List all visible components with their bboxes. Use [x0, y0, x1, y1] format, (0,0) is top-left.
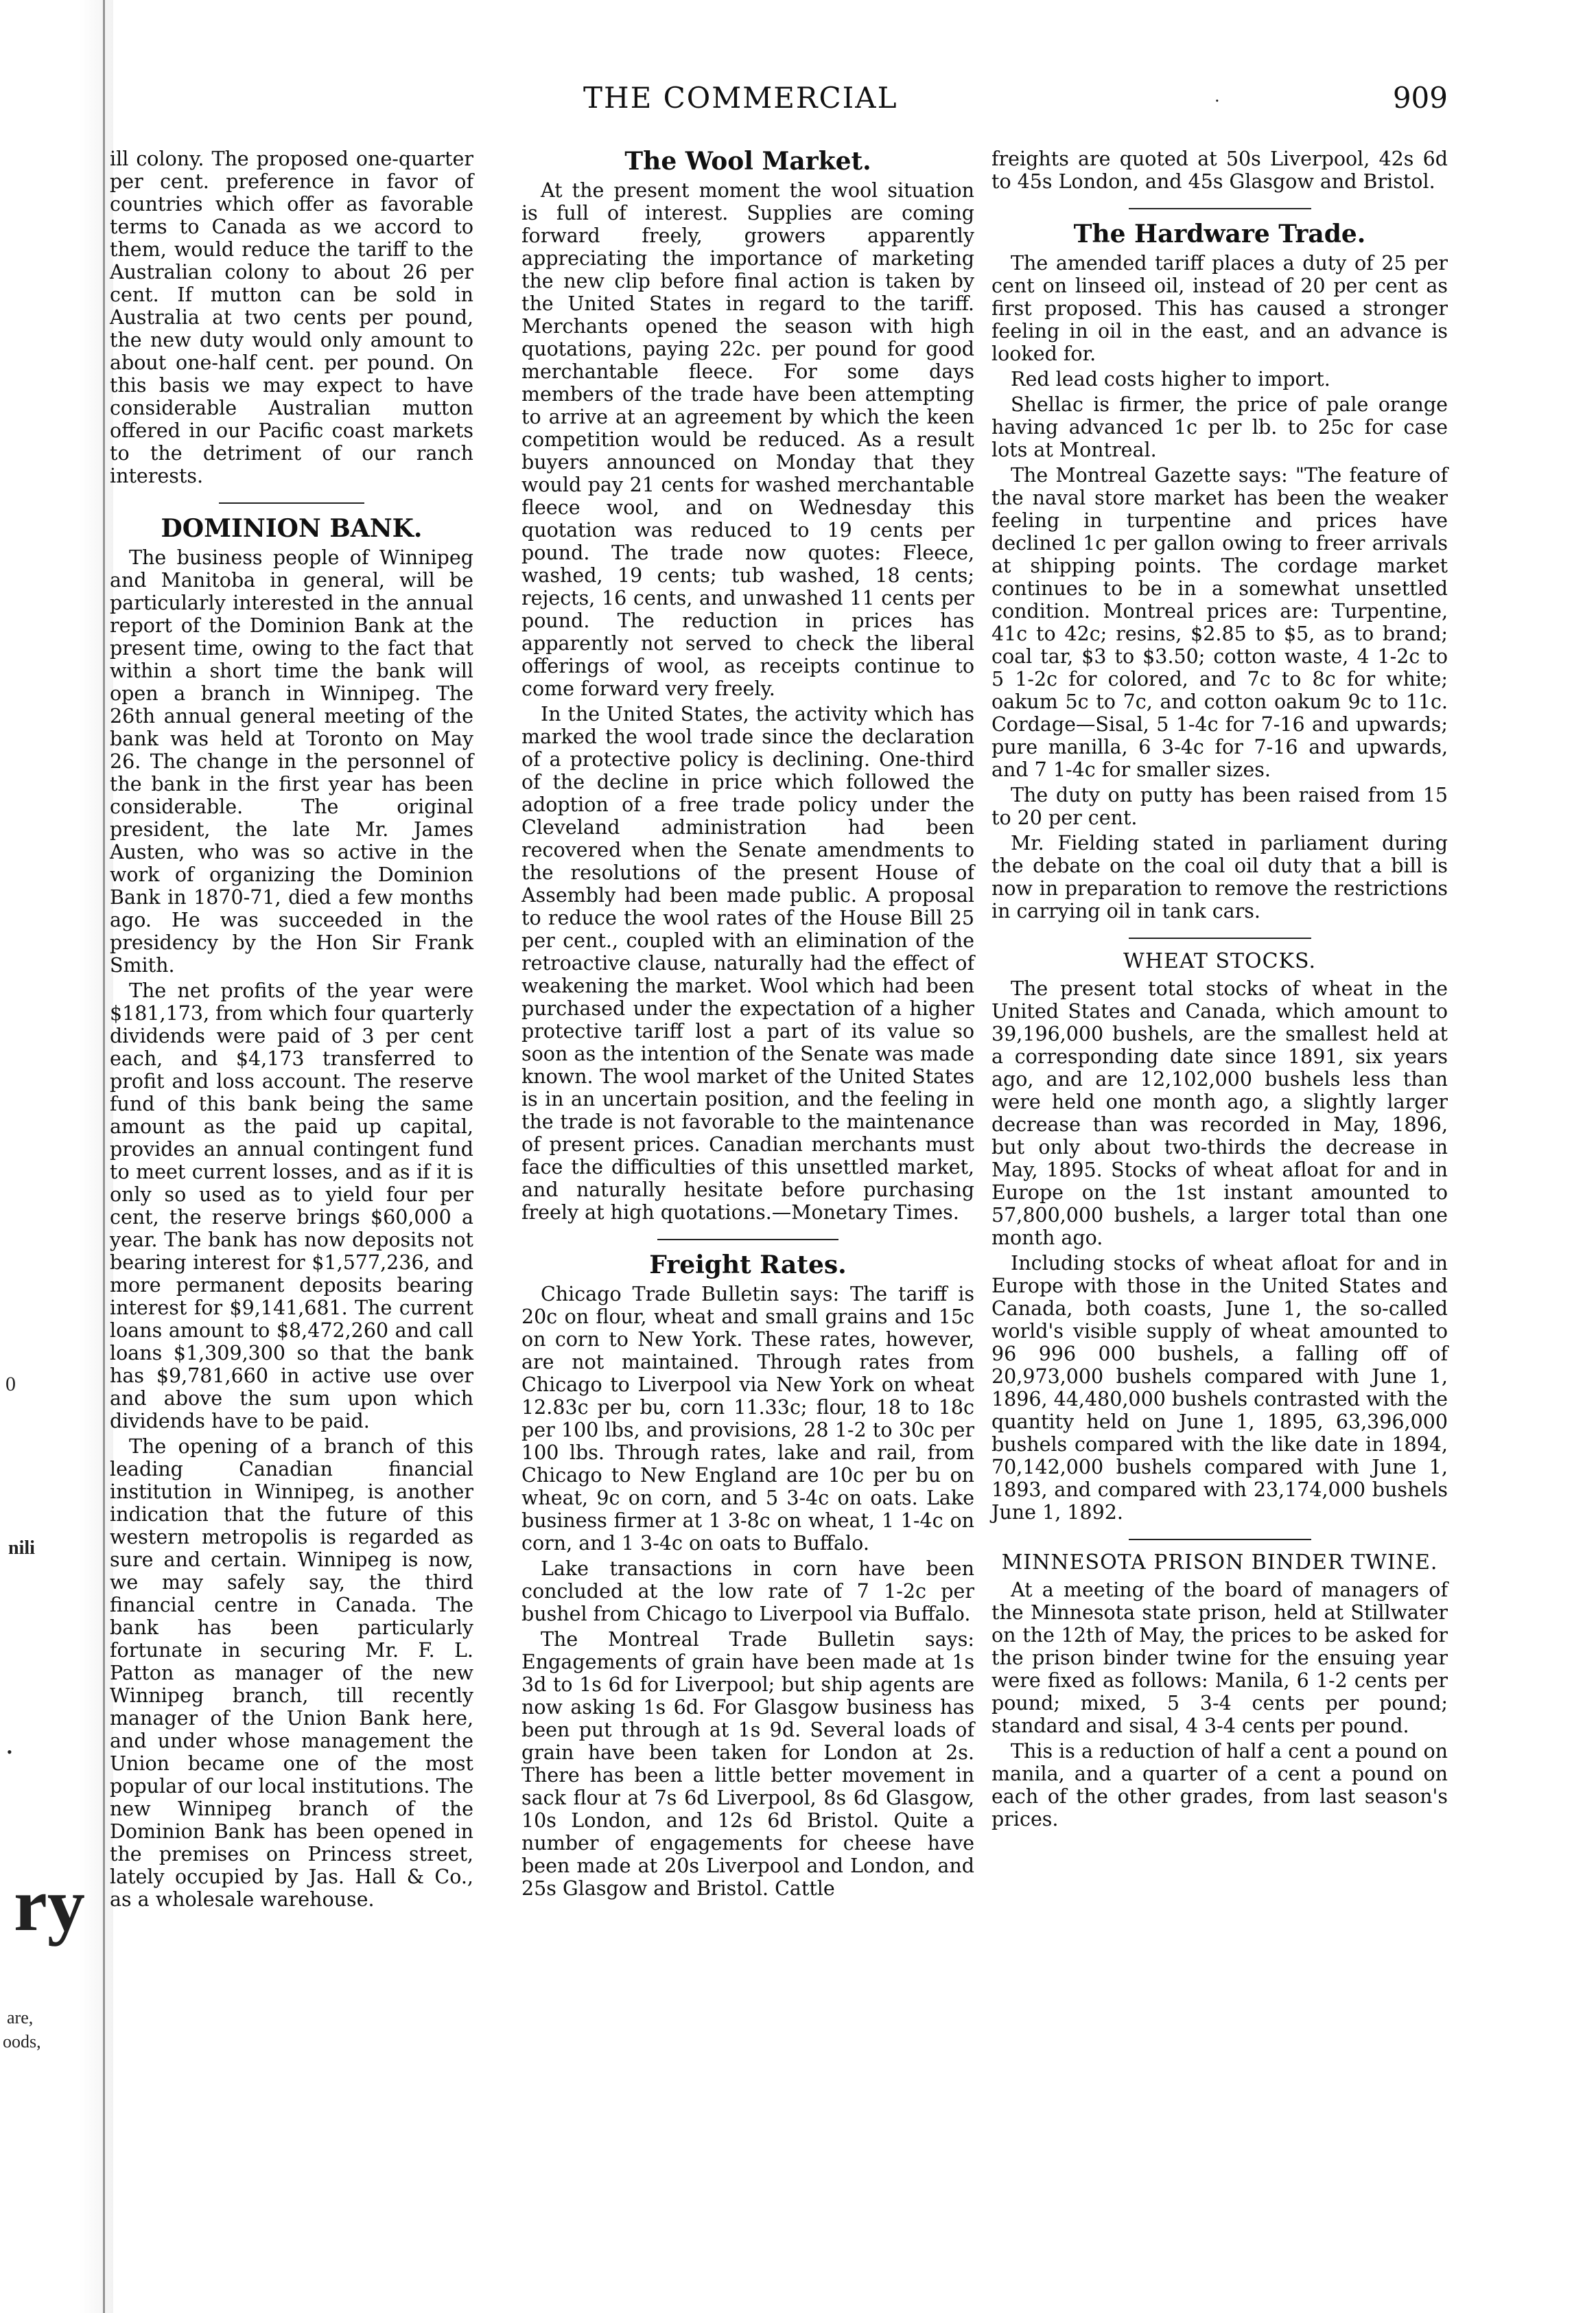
section-rule — [1129, 1539, 1311, 1540]
paragraph-chicago-bulletin: Chicago Trade Bulletin says: The tariff is 20c on flour, wheat and small grains and 15c on corn to New York. These rates, however, are not maintained. Through rates from Chicago to Liverpool via New York on wheat 12.83c per bu, corn 11.33c; flour, 18 to 18c per 100 lbs, and provisions, 28 1-2 to 30c per 100 lbs. Through rates, lake and rail, from Chicago to New England are 10c per bu on wheat, 9c on corn, and 5 3-4c on oats. Lake business firmer at 1 3-8c on wheat, 1 1-4c on corn, and 1 3-4c on oats to Buffalo. — [521, 1283, 974, 1555]
paragraph-dominion-bank-profits: The net profits of the year were $181,173, from which four quarterly dividends were paid of 3 per cent each, and $4,173 transferred to profit and loss account. The reserve fund of this bank being the same amount as the paid up capital, provides an annual contingent fund to meet current losses, and as if it is only so used as to yield four per cent, the reserve brings $60,000 a year. The bank has now deposits not bearing interest for $1,577,236, and more permanent deposits bearing interest for $9,141,681. The current loans amount to $8,472,260 and call loans $1,309,300 so that the bank has $9,781,660 in active use over and above the sum upon which dividends have to be paid. — [110, 979, 473, 1432]
section-rule — [1129, 208, 1311, 209]
heading-dominion-bank: DOMINION BANK. — [161, 514, 423, 543]
paragraph-shellac: Shellac is firmer, the price of pale orange having advanced 1c per lb. to 25c for case lots at Montreal. — [991, 393, 1448, 461]
paragraph-twine-reduction: This is a reduction of half a cent a pound on manila, and a quarter of a cent a pound on each of the other grades, from last season's prices. — [991, 1740, 1448, 1830]
page-number: 909 — [1392, 81, 1448, 115]
section-rule — [219, 502, 364, 504]
paragraph-linseed-oil: The amended tariff places a duty of 25 per cent on linseed oil, instead of 20 per cent as first proposed. This has caused a stronger feeling in oil in the east, and an advance is looked for. — [991, 252, 1448, 365]
heading-freight-rates: Freight Rates. — [649, 1251, 847, 1279]
gutter-fragment-1: 0 — [5, 1373, 16, 1395]
column-2 — [521, 148, 974, 1903]
paragraph-dominion-bank-intro: The business people of Winnipeg and Manitoba in general, will be particularly interested in the annual report of the Dominion Bank at the present time, owing to the fact that within a short time the bank will open a branch in Winnipeg. The 26th annual general meeting of the bank was held at Toronto on May 26. The change in the personnel of the bank in the first year has been considerable. The original president, the late Mr. James Austen, who was so active in the work of organizing the Dominion Bank in 1870-71, died a few months ago. He was succeeded in the presidency by the Hon Sir Frank Smith. — [110, 546, 473, 977]
heading-wheat-stocks: WHEAT STOCKS. — [1123, 949, 1316, 973]
gutter-fragment-2: nili — [8, 1537, 35, 1559]
heading-binder-twine: MINNESOTA PRISON BINDER TWINE. — [1001, 1550, 1438, 1574]
paragraph-lake-transactions: Lake transactions in corn have been concluded at the low rate of 7 1-2c per bushel from Chicago to Liverpool via Buffalo. — [521, 1557, 974, 1625]
paragraph-twine-prices: At a meeting of the board of managers of the Minnesota state prison, held at Stillwater on the 12th of May, the prices to be asked for the prison binder twine for the ensuing year were fixed as follows: Manila, 6 1-2 cents per pound; mixed, 5 3-4 cents per pound; standard and sisal, 4 3-4 cents per pound. — [991, 1579, 1448, 1737]
paragraph-dominion-bank-branch: The opening of a branch of this leading Canadian financial institution in Winnipeg, is another indication that the future of this western metropolis is regarded as sure and certain. Winnipeg is now, we may safely say, the third financial centre in Canada. The bank has been particularly fortunate in securing Mr. F. L. Patton as manager of the new Winnipeg branch, till recently manager of the Union Bank here, and under whose management the Union became one of the most popular of our local institutions. The new Winnipeg branch of the Dominion Bank has been opened in the premises on Princess street, lately occupied by Jas. Hall & Co., as a wholesale warehouse. — [110, 1435, 473, 1911]
page-header — [521, 81, 1448, 122]
paragraph-mutton-tariff: ill colony. The proposed one-quarter per cent. preference in favor of countries which offer as favorable terms to Canada as we accord to them, would reduce the tariff to the Australian colony to about 26 per cent. If mutton can be sold in Australia at two cents per pound, the new duty would only amount to about one-half cent. per pound. On this basis we may expect to have considerable Australian mutton offered in our Pacific coast markets to the detriment of our ranch interests. — [110, 148, 473, 487]
paragraph-red-lead: Red lead costs higher to import. — [1011, 368, 1330, 391]
gutter-bullet: • — [7, 1743, 12, 1760]
column-3 — [991, 148, 1448, 1833]
scanned-gutter — [0, 0, 113, 2313]
paragraph-visible-supply: Including stocks of wheat afloat for and in Europe with those in the United States and Canada, both coasts, June 1, the so-called world's visible supply of wheat amounted to 96 996 000 bushels, a falling off of 20,973,000 bushels compared with June 1, 1896, 44,480,000 bushels contrasted with the quantity held on June 1, 1895, 63,396,000 bushels compared with the like date in 1894, 70,142,000 bushels compared with June 1, 1893, and compared with 23,174,000 bushels June 1, 1892. — [991, 1252, 1448, 1524]
heading-hardware-trade: The Hardware Trade. — [1073, 220, 1366, 248]
column-1 — [110, 148, 473, 1914]
paragraph-coal-oil: Mr. Fielding stated in parliament during the debate on the coal oil duty that a bill is now in preparation to remove the restrictions in carrying oil in tank cars. — [991, 832, 1448, 922]
paragraph-montreal-bulletin: The Montreal Trade Bulletin says: Engagements of grain have been made at 1s 3d to 1s 6d for Liverpool; but ship agents are now asking 1s 6d. For Glasgow business has been put through at 1s 9d. Several loads of grain have been taken for London at 2s. There has been a little better movement in sack flour at 7s 6d Liverpool, 8s 6d Glasgow, 10s London, and 12s 6d Bristol. Quite a number of engagements for cheese have been made at 20s Liverpool and London, and 25s Glasgow and Bristol. Cattle — [521, 1628, 974, 1900]
paragraph-cattle-freights: freights are quoted at 50s Liverpool, 42s 6d to 45s London, and 45s Glasgow and Bristol. — [991, 148, 1448, 193]
gutter-fragment-3: ry — [14, 1863, 85, 1946]
header-dot: . — [1214, 86, 1220, 106]
section-rule — [1129, 938, 1311, 939]
gutter-fragment-4: are, — [7, 2008, 34, 2027]
paragraph-wool-situation: At the present moment the wool situation is full of interest. Supplies are coming forward freely, growers apparently appreciating the importance of marketing the new clip before final action is taken by the United States in regard to the tariff. Merchants opened the season with high quotations, paying 22c. per pound for good merchantable fleece. For some days members of the trade have been attempting to arrive at an agreement by which the keen competition would be reduced. As a result buyers announced on Monday that they would pay 21 cents for washed merchantable fleece wool, and on Wednesday this quotation was reduced to 19 cents per pound. The trade now quotes: Fleece, washed, 19 cents; tub washed, 18 cents; rejects, 16 cents, and unwashed 11 cents per pound. The reduction in prices has apparently not served to check the liberal offerings of wool, as receipts continue to come forward very freely. — [521, 179, 974, 700]
publication-title: THE COMMERCIAL — [583, 81, 898, 115]
paragraph-putty-duty: The duty on putty has been raised from 15 to 20 per cent. — [991, 784, 1448, 829]
paragraph-wool-united-states: In the United States, the activity which has marked the wool trade since the declaration of a protective policy is declining. One-third of the decline in price which followed the adoption of a free trade policy under the Cleveland administration had been recovered when the Senate amendments to the resolutions of the present House of Assembly had been made public. A proposal to reduce the wool rates of the House Bill 25 per cent., coupled with an elimination of the retroactive clause, naturally had the effect of weakening the market. Wool which had been purchased under the expectation of a higher protective tariff lost a part of its value so soon as the intention of the Senate was made known. The wool market of the United States is in an uncertain position, and the feeling in the trade is not favorable to the maintenance of present prices. Canadian merchants must face the difficulties of this unsettled market, and naturally hesitate before purchasing freely at high quotations.—Monetary Times. — [521, 703, 974, 1224]
heading-wool-market: The Wool Market. — [624, 147, 871, 176]
paragraph-naval-stores: The Montreal Gazette says: "The feature of the naval store market has been the weaker feeling in turpentine and prices have declined 1c per gallon owing to freer arrivals at shipping points. The cordage market continues to be in a somewhat unsettled condition. Montreal prices are: Turpentine, 41c to 42c; resins, $2.85 to $5, as to brand; coal tar, $3 to $3.50; cotton waste, 4 1-2c to 5 1-2c for colored, and 7c to 8c for white; oakum 5c to 7c, and cotton oakum 9c to 11c. Cordage—Sisal, 5 1-4c for 7-16 and upwards; pure manilla, 6 3-4c for 7-16 and upwards, and 7 1-4c for smaller sizes. — [991, 464, 1448, 781]
gutter-fragment-5: oods, — [3, 2032, 41, 2052]
section-rule — [657, 1239, 838, 1240]
gutter-fold-line — [103, 0, 105, 2313]
paragraph-wheat-stocks: The present total stocks of wheat in the United States and Canada, which amount to 39,196,000 bushels, are the smallest held at a corresponding date since 1891, six years ago, and are 12,102,000 bushels less than were held one month ago, a slightly larger decrease than was recorded in May, 1896, but only about two-thirds the decrease in May, 1895. Stocks of wheat afloat for and in Europe on the 1st instant amounted to 57,800,000 bushels, a larger total than one month ago. — [991, 977, 1448, 1249]
